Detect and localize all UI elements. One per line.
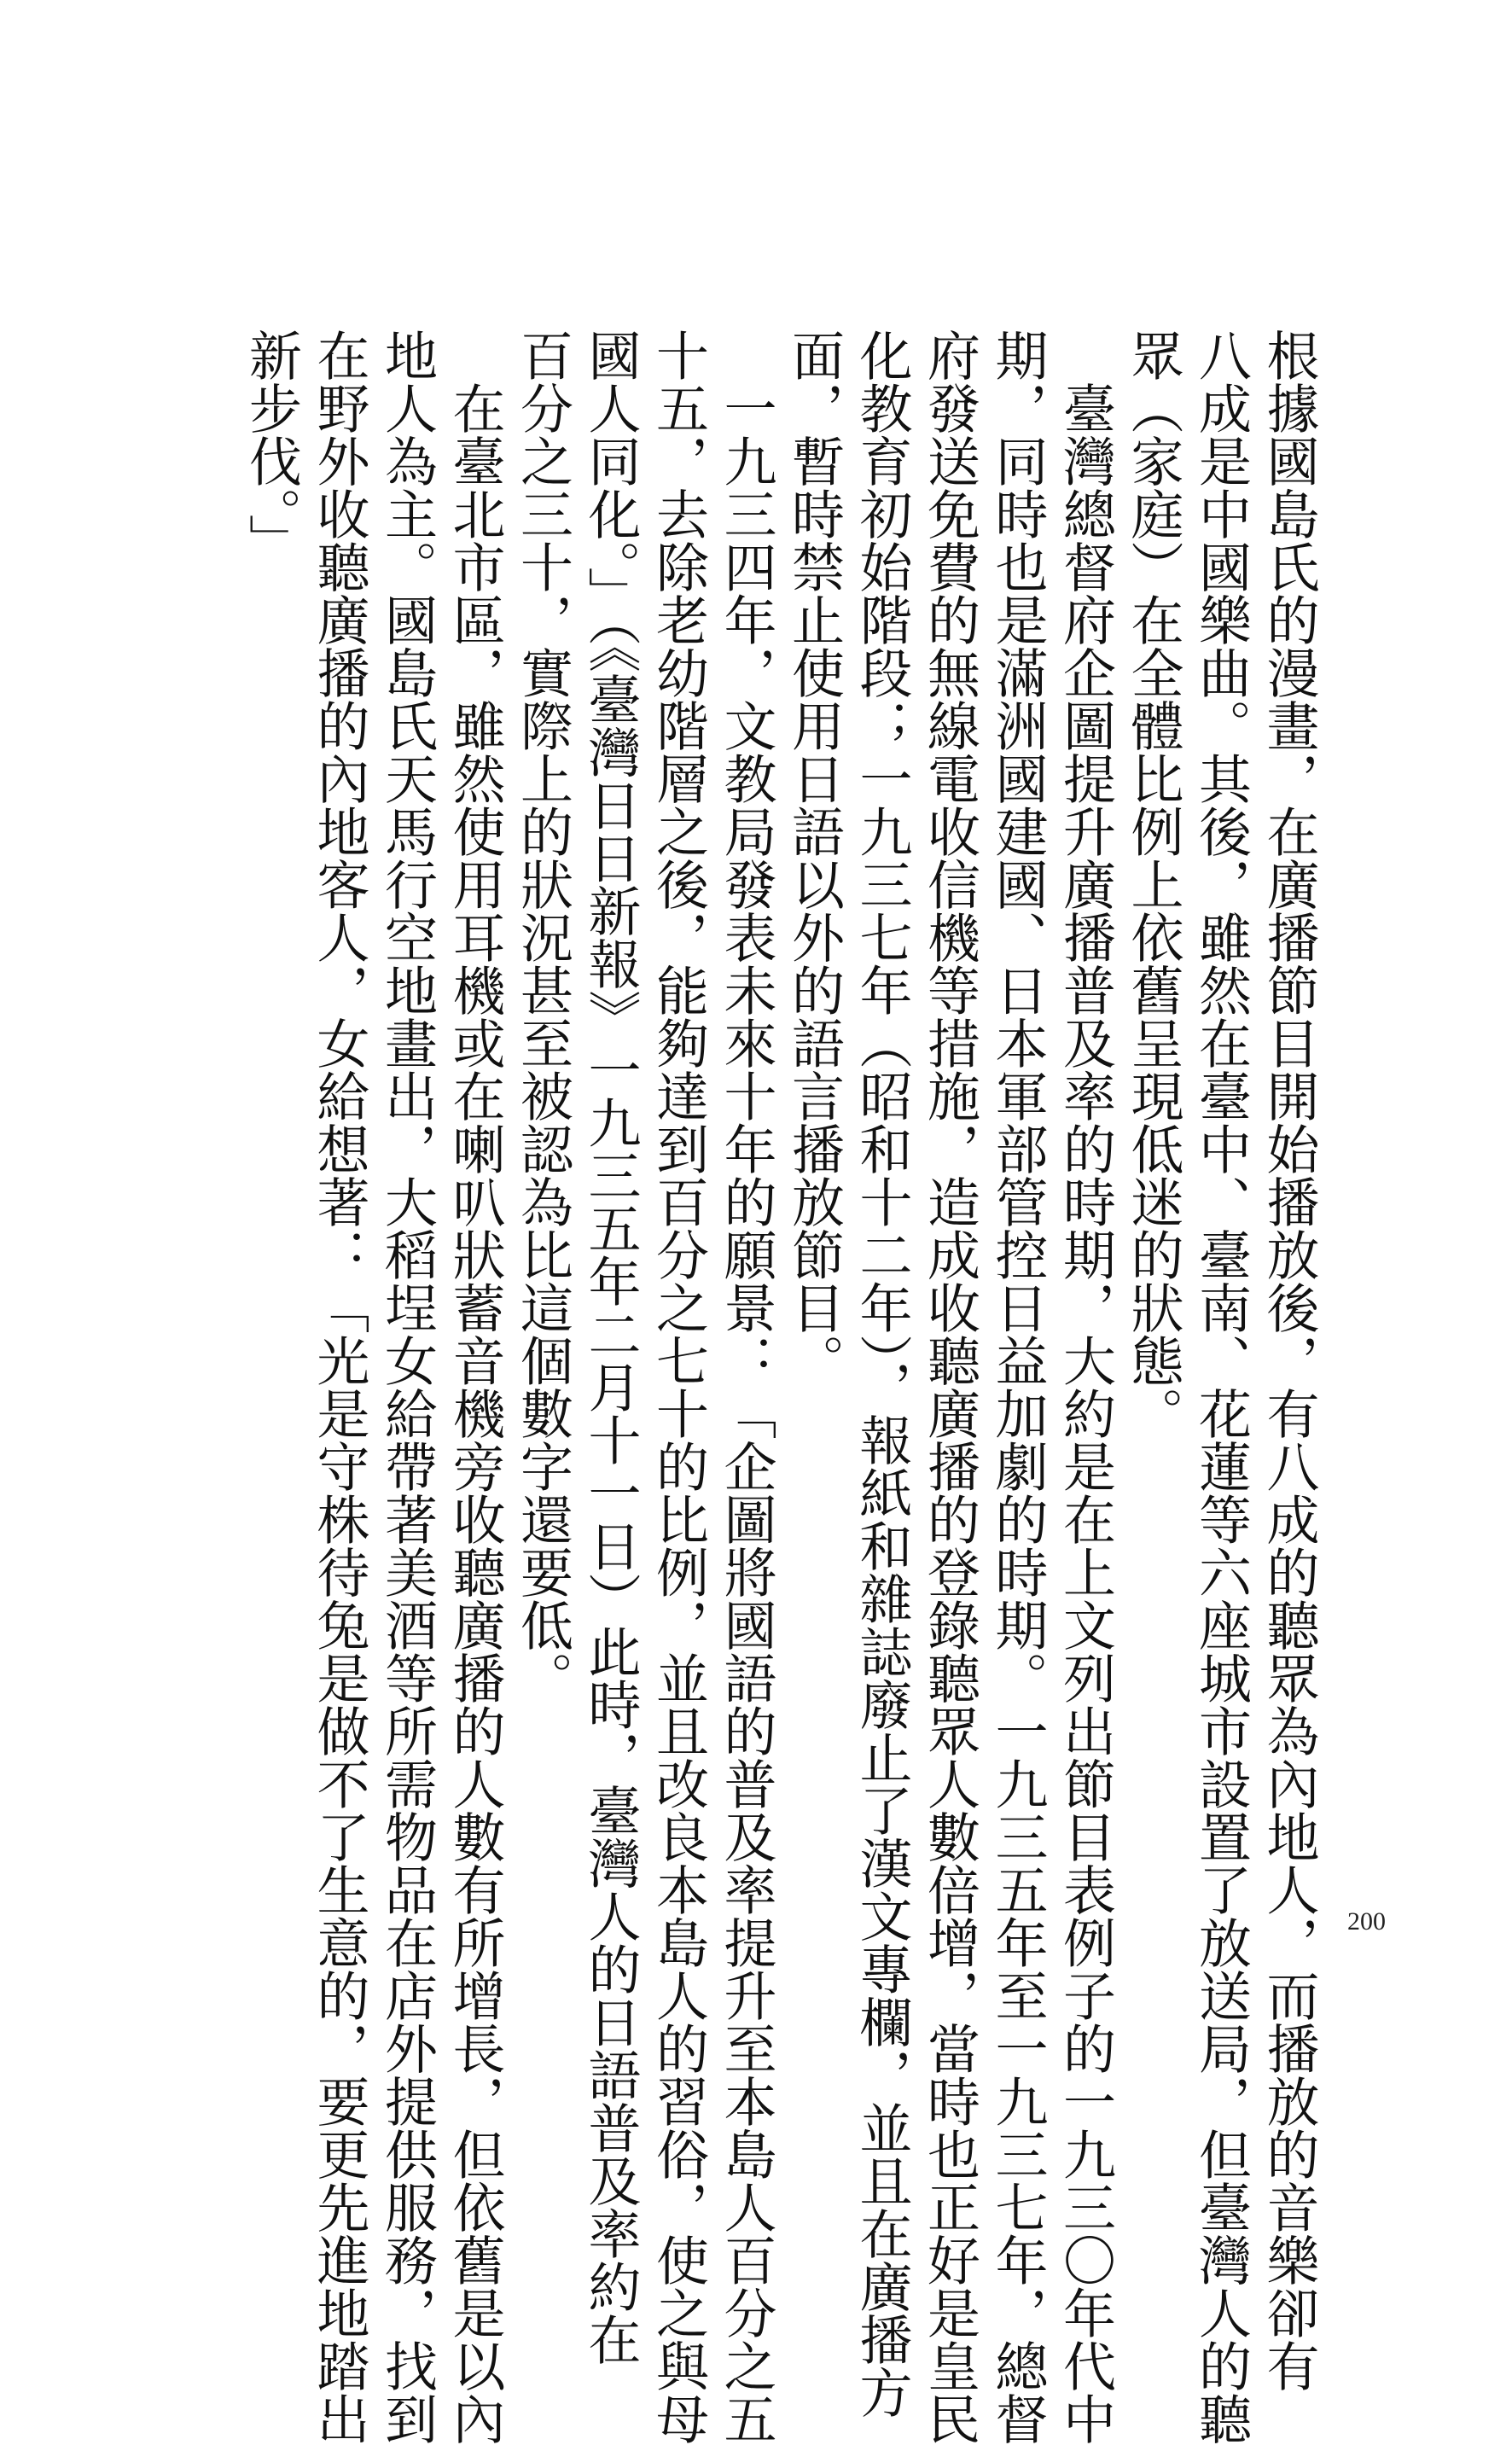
paragraph-3	[509, 329, 780, 2445]
page-number: 200	[1347, 1907, 1386, 1936]
text-line: 根據國島氏的漫畫，在廣播節目開始播放後，有八成的聽眾為內地人，而播放的音樂卻有	[1258, 329, 1320, 2392]
text-line: 府發送免費的無線電收信機等措施，造成收聽廣播的登錄聽眾人數倍增，當時也正好是皇民	[918, 329, 981, 2445]
text-line: 一九三四年，文教局發表未來十年的願景：「企圖將國語的普及率提升至本島人百分之五	[715, 329, 777, 2445]
paragraph-2	[780, 329, 1119, 2445]
text-line: 新步伐。」	[240, 329, 303, 567]
text-line: 面，暫時禁止使用日語以外的語言播放節目。	[782, 329, 846, 1387]
text-line: 在臺北市區，雖然使用耳機或在喇叭狀蓄音機旁收聽廣播的人數有所增長，但依舊是以內	[444, 329, 506, 2445]
text-line: 國人同化。」（《臺灣日日新報》一九三五年二月十一日）此時，臺灣人的日語普及率約在	[579, 329, 642, 2366]
text-line: 地人為主。國島氏天馬行空地畫出，大稻埕女給帶著美酒等所需物品在店外提供服務，找到	[375, 329, 439, 2445]
text-line: 八成是中國樂曲。其後，雖然在臺中、臺南、花蓮等六座城市設置了放送局，但臺灣人的聽	[1189, 329, 1253, 2445]
text-line: 眾（家庭）在全體比例上依舊呈現低迷的狀態。	[1122, 329, 1184, 1440]
text-line: 十五，去除老幼階層之後，能夠達到百分之七十的比例，並且改良本島人的習俗，使之與母	[647, 329, 710, 2445]
text-line: 百分之三十，實際上的狀況甚至被認為比這個數字還要低。	[511, 329, 574, 1704]
text-line: 臺灣總督府企圖提升廣播普及率的時期，大約是在上文列出節目表例子的一九三〇年代中	[1054, 329, 1117, 2445]
text-line: 期，同時也是滿洲國建國、日本軍部管控日益加劇的時期。一九三五年至一九三七年，總督	[986, 329, 1049, 2445]
paragraph-4	[237, 329, 509, 2445]
text-line: 化教育初始階段；一九三七年（昭和十二年），報紙和雜誌廢止了漢文專欄，並且在廣播方	[851, 329, 913, 2419]
text-line: 在野外收聽廣播的內地客人，女給想著：「光是守株待兔是做不了生意的，要更先進地踏出	[308, 329, 370, 2445]
paragraph-1	[1119, 329, 1323, 2445]
vertical-text-body	[237, 329, 1323, 2445]
